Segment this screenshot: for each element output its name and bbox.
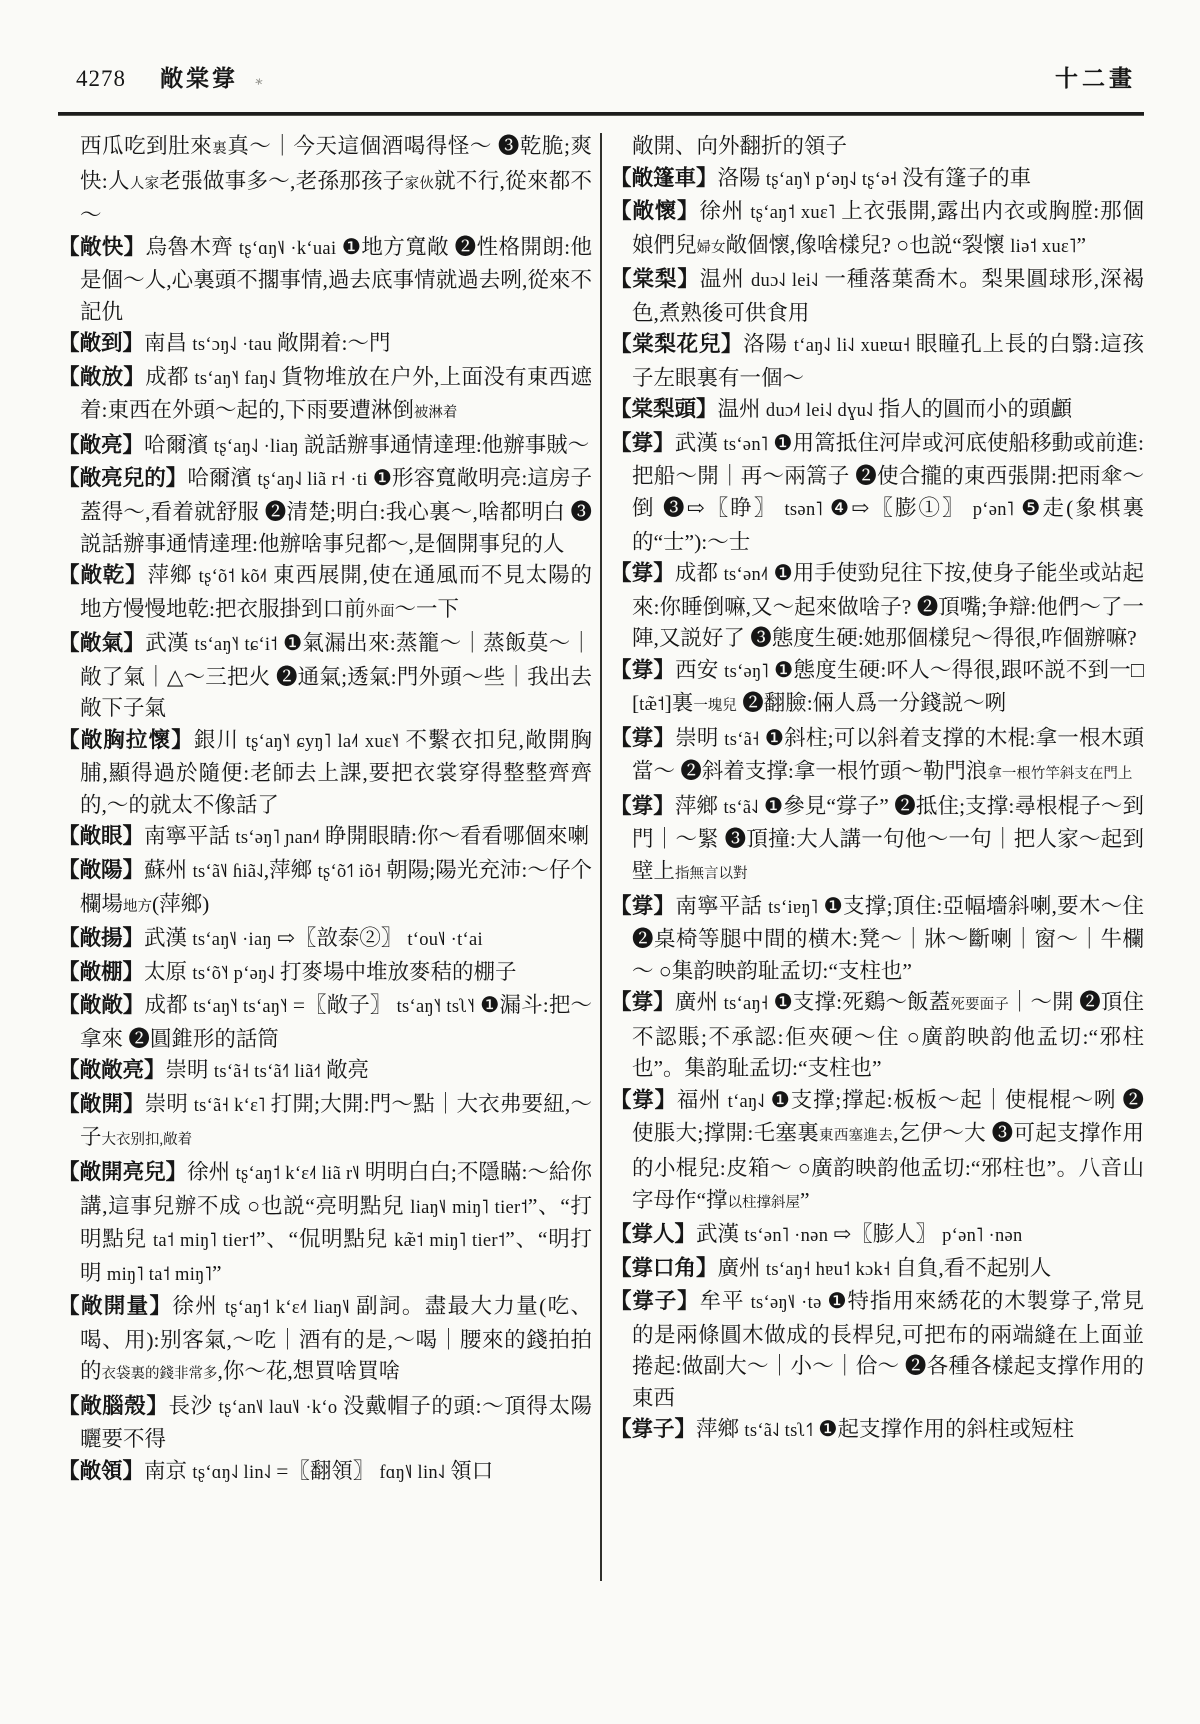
headword-range: 敞棠牚 — [160, 66, 238, 91]
column-divider — [600, 133, 602, 1581]
dictionary-entry — [58, 725, 592, 822]
header-rule — [58, 112, 1144, 116]
region-label: 成都 — [145, 364, 195, 389]
dictionary-entry — [610, 987, 1144, 1085]
entry-text: ⇨〖敨泰②〗 — [276, 926, 403, 951]
entry-text: ”、“明打明 — [80, 1227, 592, 1285]
dictionary-entry — [610, 1286, 1144, 1414]
dictionary-entry — [58, 560, 592, 628]
dictionary-entry — [58, 463, 592, 560]
entry-text: 没戴帽子的頭:～頂得太陽曬要不得 — [80, 1393, 592, 1452]
entry-text: , — [263, 858, 270, 883]
entry-text: ❶支撑;頂住:亞幅墻斜喇,要木～住 ❷桌椅等腿中間的横木:凳～｜牀～斷喇｜窗～｜牛欄～ ○集韵映韵耻孟切:“支柱也” — [632, 893, 1144, 983]
entry-headword: 【敞到】 — [58, 331, 145, 356]
dictionary-entry — [58, 1055, 592, 1089]
region-label: 銀川 — [193, 727, 246, 752]
entry-text: =〖翻領〗 — [276, 1458, 375, 1483]
entry-headword: 【牚】 — [610, 1087, 677, 1112]
entry-text: ,你～花,想買啥買啥 — [217, 1359, 401, 1384]
entry-text: ” — [800, 1187, 810, 1212]
region-label: 烏魯木齊 — [145, 234, 239, 259]
region-label: 武漢 — [696, 1222, 745, 1247]
entry-text: 眼瞳孔上長的白翳:這孩子左眼裏有一個～ — [632, 332, 1144, 390]
entry-text: ❶形容寬敞明亮:這房子蓋得～,看着就舒服 ❷清楚;明白:我心裏～,啥都明白 ❸説話辦事通情達理:他辦啥事兒都～,是個開事兒的人 — [80, 466, 592, 556]
region-label: 哈爾濱 — [187, 466, 258, 491]
pronunciation: tæ̃˦ — [639, 695, 665, 716]
entry-headword: 【敞懷】 — [610, 199, 700, 224]
entry-headword: 【敞敞亮】 — [58, 1058, 166, 1083]
dictionary-entry — [58, 957, 592, 991]
entry-text: ❶用篙抵住河岸或河底使船移動或前進:把船～開｜再～兩篙子 ❷使合攏的東西張開:把雨傘～倒 ❸⇨〖睁〗 — [632, 430, 1144, 521]
pronunciation: tsʻõ˥˧ pʻəŋ˨˩ — [192, 963, 280, 984]
region-label: 成都 — [144, 993, 194, 1018]
entry-text: 不繫衣扣兒,敞開胸脯,顯得過於隨便:老師去上課,要把衣裳穿得整整齊齊的,～的就太不像話了 — [80, 727, 592, 817]
pronunciation: tʂʻaŋ˨˩ liã r˧ ·ti — [257, 470, 373, 491]
pronunciation: tsʻəŋ˥ ɲan˨˦ — [235, 828, 325, 849]
region-label: 武漢 — [144, 926, 193, 951]
entry-headword: 【敞領】 — [58, 1458, 145, 1483]
small-gloss: 被淋着 — [413, 405, 458, 422]
dictionary-entry — [58, 430, 592, 464]
entry-text: 睁開眼睛:你～看看哪個來喇 — [325, 824, 589, 849]
entry-headword: 【敞開量】 — [58, 1294, 173, 1319]
entry-text: 貨物堆放在户外,上面没有東西遮着:東西在外頭～起的,下雨要遭淋倒 — [80, 364, 592, 423]
pronunciation: tsʻaŋ˥˩ ·iaŋ — [192, 930, 277, 951]
entry-text: ” — [1076, 232, 1087, 257]
dictionary-entry — [58, 328, 592, 362]
pronunciation: tsʻiɐŋ˥ — [768, 897, 824, 918]
entry-headword: 【敞放】 — [58, 364, 146, 389]
region-label: 成都 — [674, 561, 724, 586]
entry-headword: 【牚子】 — [610, 1417, 697, 1442]
continuation-paragraph — [610, 131, 1144, 163]
entry-headword: 【敞胸拉懷】 — [58, 727, 194, 752]
pronunciation: tsʻən˥ ·nən — [744, 1226, 834, 1247]
small-gloss: 東西塞進去 — [819, 1128, 894, 1145]
entry-headword: 【牚】 — [610, 990, 675, 1015]
entry-text: 西瓜吃到肚來 — [80, 134, 213, 158]
pronunciation: tsʻən˥ — [723, 434, 774, 455]
pronunciation: tʂʻɑŋ˨˩ lin˨˩ — [192, 1462, 277, 1483]
entry-text: ” — [212, 1260, 222, 1285]
continuation-paragraph — [58, 131, 592, 232]
entry-text: ❶支撑:死鷄～飯蓋 — [773, 990, 951, 1015]
entry-headword: 【敞亮兒的】 — [58, 466, 188, 491]
region-label: 萍鄉 — [696, 1417, 745, 1442]
entry-headword: 【牚子】 — [610, 1289, 700, 1314]
entry-text: 上衣張開,露出内衣或胸膛:那個娘們兒 — [632, 199, 1144, 257]
page-number: 4278 — [76, 66, 126, 91]
region-label: 徐州 — [187, 1159, 236, 1184]
dictionary-entry — [58, 362, 592, 430]
entry-headword: 【敞篷車】 — [610, 165, 718, 190]
region-label: 牟平 — [699, 1289, 751, 1314]
entry-headword: 【棠梨】 — [610, 267, 700, 292]
dictionary-entry — [58, 1391, 592, 1456]
entry-text: 敞開、向外翻折的領子 — [632, 134, 848, 158]
entry-text: 説話辦事通情達理:他辦事賊～ — [303, 432, 590, 457]
region-label: 西安 — [675, 657, 725, 682]
entry-headword: 【棠梨花兒】 — [610, 332, 744, 357]
pronunciation: tsʻaŋ˥˧ tsʻaŋ˥˧ — [193, 997, 293, 1018]
pronunciation: tʻaŋ˨˩ — [727, 1091, 771, 1112]
region-label: 南寧平話 — [675, 893, 769, 918]
entry-headword: 【敞腦殼】 — [58, 1393, 169, 1418]
entry-text: 領口 — [450, 1458, 494, 1483]
pronunciation: tʂʻɑŋ˥˩ ·kʻuai — [238, 238, 342, 259]
entry-text: ❺走(象棋裏的“士”):～士 — [632, 496, 1145, 554]
dictionary-entry — [610, 264, 1144, 329]
entry-text: (萍鄉) — [152, 891, 210, 916]
region-label: 崇明 — [144, 1091, 194, 1116]
pronunciation: tʂʻaŋ˥˧ pʻəŋ˨˩ tʂʻə˧ — [765, 169, 903, 190]
dictionary-entry — [610, 428, 1144, 558]
small-gloss: 以柱撑斜屋 — [727, 1194, 801, 1211]
entry-text: ⇨〖膨人〗 — [833, 1222, 938, 1247]
dictionary-entry — [610, 723, 1144, 791]
entry-text: 老張做事多～,老孫那孩子 — [159, 168, 405, 193]
entry-text: 一種落葉喬木。梨果圓球形,深褐色,煮熟後可供食用 — [632, 267, 1144, 325]
region-label: 太原 — [144, 959, 193, 984]
entry-headword: 【牚人】 — [610, 1222, 697, 1247]
entry-text: ❶參見“牚子” ❷抵住;支撑:尋根棍子～到門｜～緊 ❸頂撞:大人講一句他～一句｜把人家～起到壁上 — [632, 793, 1144, 884]
dictionary-entry — [610, 1085, 1144, 1219]
entry-text: ”、“侃明點兒 — [255, 1227, 395, 1252]
pronunciation: tʂʻan˥˩ lau˥˩ ·kʻo — [218, 1397, 343, 1418]
small-gloss: 家伙 — [404, 175, 435, 192]
region-label: 温州 — [699, 267, 751, 292]
text-columns — [58, 131, 1148, 1581]
entry-text: ❷翻臉:倆人爲一分錢説～咧 — [736, 691, 1007, 716]
entry-headword: 【敞快】 — [58, 234, 146, 259]
pronunciation: tʂʻõ˦ kõ˨˦ — [198, 567, 274, 588]
entry-headword: 【敞陽】 — [58, 858, 145, 883]
dictionary-entry — [58, 628, 592, 725]
region-label: 廣州 — [717, 1255, 766, 1280]
entry-text: 敞開着:～門 — [276, 331, 391, 356]
region-label: 南昌 — [144, 331, 193, 356]
dictionary-entry — [610, 1253, 1144, 1287]
small-gloss: 死要面子 — [950, 997, 1009, 1014]
region-label: 南京 — [144, 1458, 193, 1483]
entry-headword: 【敞棚】 — [58, 959, 145, 984]
entry-text: ❹⇨〖膨①〗 — [829, 496, 966, 521]
entry-text: 敞亮 — [326, 1058, 370, 1083]
dictionary-entry — [58, 855, 592, 923]
small-gloss: 衣袋裏的錢非常多 — [101, 1366, 218, 1383]
region-label: 廣州 — [674, 990, 724, 1015]
region-label: 徐州 — [172, 1294, 225, 1319]
entry-text: 打開;大開:門～點｜大衣弗要紐,～子 — [80, 1091, 592, 1150]
small-gloss: 大衣别扣,敞着 — [101, 1132, 193, 1149]
dictionary-entry — [58, 1456, 592, 1490]
pronunciation: tʻou˥˩ ·tʻai — [402, 930, 483, 951]
dictionary-entry — [610, 163, 1144, 197]
region-label: 長沙 — [168, 1393, 219, 1418]
pronunciation: tʂʻaŋ˦ kʻɛ˨˦ liaŋ˥˩ — [224, 1298, 357, 1319]
left-column — [58, 131, 592, 1489]
small-gloss: 外面 — [365, 603, 395, 620]
dictionary-entry — [58, 821, 592, 855]
region-label: 萍鄉 — [674, 793, 724, 818]
pronunciation: tʂʻaŋ˥˧ ɕyŋ˥ la˨˦ xuɛ˥˧ — [245, 731, 406, 752]
pronunciation: fɑŋ˥˩ lin˨˩ — [374, 1462, 451, 1483]
pronunciation: tʂʻaŋ˦ xuɛ˥ — [750, 203, 842, 224]
pronunciation: kæ̃˦ miŋ˥ tier˦ — [394, 1231, 506, 1252]
entry-headword: 【敞亮】 — [58, 432, 145, 457]
dictionary-entry — [58, 1089, 592, 1157]
small-gloss: 一塊兒 — [693, 698, 737, 715]
pronunciation: liə˦ xuɛ˥ — [1010, 236, 1077, 257]
entry-text: ❶地方寬敞 ❷性格開朗:他是個～人,心裏頭不擱事情,過去底事情就過去咧,從來不記仇 — [80, 234, 592, 324]
dictionary-entry — [610, 1414, 1144, 1448]
pronunciation: pʻən˥ — [965, 500, 1022, 521]
region-label: 徐州 — [699, 199, 751, 224]
dictionary-entry — [610, 196, 1144, 264]
region-label: 南寧平話 — [144, 824, 236, 849]
entry-text: 敞個懷,像啥樣兒? ○也説“裂懷 — [725, 232, 1011, 257]
entry-text: ❶態度生硬:吥人～得很,跟吥説不到一□[ — [632, 657, 1144, 716]
entry-headword: 【牚】 — [610, 725, 676, 750]
pronunciation: tsʻɔŋ˨˩ ·tau — [192, 335, 277, 356]
pronunciation: tʂʻõ˦˥ iõ˧ — [317, 862, 387, 883]
entry-headword: 【敞開】 — [58, 1091, 145, 1116]
entry-headword: 【牚】 — [610, 893, 676, 918]
entry-headword: 【牚】 — [610, 793, 675, 818]
dictionary-entry — [610, 791, 1144, 891]
region-label: 武漢 — [674, 430, 724, 455]
pronunciation: ta˦ miŋ˥ tier˦ — [152, 1231, 256, 1252]
entry-headword: 【敞乾】 — [58, 563, 148, 588]
entry-text: 就不行,從來都不～ — [80, 168, 592, 228]
pronunciation: tsʻã˧ tsʻã˧˥ liã˧˦ — [213, 1062, 327, 1083]
right-column — [610, 131, 1144, 1448]
pronunciation: tsʻaŋ˥˧ faŋ˨˩ — [194, 368, 282, 389]
dictionary-entry — [58, 990, 592, 1055]
pronunciation: tʂʻaŋ˦ kʻɛ˨˦ liã r˥˩ — [235, 1163, 365, 1184]
pronunciation: tsʻaŋ˥˧ tsʅ˥˧ — [391, 997, 481, 1018]
pronunciation: tsən˥ — [777, 500, 830, 521]
pronunciation: tsʻəŋ˥˩ ·tə — [750, 1293, 828, 1314]
pronunciation: duɔ˨˩ lei˨˩ — [750, 271, 825, 292]
region-label: 哈爾濱 — [144, 432, 214, 457]
small-gloss: 裏 — [212, 141, 228, 157]
entry-text: ❶氣漏出來:蒸籠～｜蒸飯莫～｜敞了氣｜△～三把火 ❷通氣;透氣:門外頭～些｜我出去敞下子氣 — [80, 631, 592, 721]
entry-headword: 【棠梨頭】 — [610, 397, 718, 422]
region-label: 洛陽 — [743, 332, 794, 357]
entry-text: ”、“打明點兒 — [80, 1193, 592, 1252]
dictionary-entry — [610, 1219, 1144, 1253]
pronunciation: pʻən˥ ·nən — [937, 1226, 1023, 1247]
pronunciation: tsʻən˨˦ — [723, 565, 774, 586]
entry-text: ,乞伊～大 ❸可起支撑作用的小棍兒:皮箱～ ○廣韵映韵他孟切:“邪柱也”。八音山字母作“撑 — [632, 1121, 1144, 1212]
entry-text: 真～｜今天這個酒喝得怪～ ❸乾脆;爽快:人 — [80, 134, 592, 193]
entry-headword: 【敞揚】 — [58, 926, 145, 951]
pronunciation: tsʻã˧ kʻɛ˥ — [193, 1095, 271, 1116]
pronunciation: tsʻã˧ — [724, 729, 765, 750]
entry-text: 副詞。盡最大力量(吃、喝、用):别客氣,～吃｜酒有的是,～喝｜腰來的錢拍拍的 — [80, 1294, 592, 1384]
region-label: 温州 — [717, 397, 766, 422]
dictionary-entry — [58, 232, 592, 329]
region-label: 福州 — [676, 1087, 728, 1112]
entry-text: 没有篷子的車 — [902, 165, 1032, 190]
entry-text: ❶特指用來綉花的木製牚子,常見的是兩條圓木做成的長桿兒,可把布的兩端縫在上面並捲起:做副大～｜小～｜佮～ ❷各種各樣起支撑作用的東西 — [632, 1289, 1144, 1410]
small-gloss: 指無言以對 — [675, 866, 748, 883]
region-label: 洛陽 — [717, 165, 766, 190]
small-gloss: 人家 — [129, 175, 160, 192]
page-header — [76, 60, 1136, 93]
pronunciation: tsʻã˨˩ tsʅ˦˥ — [744, 1421, 819, 1442]
entry-headword: 【牚口角】 — [610, 1255, 718, 1280]
entry-text: 朝陽;陽光充沛:～仔个欄場 — [80, 858, 592, 916]
entry-text: 自負,看不起别人 — [895, 1255, 1052, 1280]
entry-text: 東西展開,使在通風而不見太陽的地方慢慢地乾:把衣服掛到口前 — [80, 563, 592, 621]
dictionary-entry — [58, 1157, 592, 1291]
entry-headword: 【敞開亮兒】 — [58, 1159, 188, 1184]
pronunciation: tʂʻaŋ˨˩ ·liaŋ — [213, 436, 304, 457]
region-label: 崇明 — [165, 1058, 214, 1083]
entry-text: ❶支撑;撑起:板板～起｜使棍棍～咧 ❷使脹大;撑開:乇塞裏 — [632, 1087, 1144, 1146]
entry-text: ❶起支撑作用的斜柱或短柱 — [818, 1417, 1075, 1442]
dictionary-entry — [58, 1291, 592, 1391]
entry-text: =〖敞子〗 — [292, 993, 392, 1018]
region-label: 武漢 — [145, 631, 195, 656]
pronunciation: tsʻaŋ˧ — [723, 994, 774, 1015]
entry-headword: 【敞氣】 — [58, 631, 146, 656]
entry-text: 打麥場中堆放麥秸的棚子 — [279, 959, 517, 984]
entry-headword: 【牚】 — [610, 430, 675, 455]
small-gloss: 地方 — [123, 898, 153, 915]
pencil-mark: ∗ — [252, 74, 265, 91]
region-label: 萍鄉 — [269, 858, 318, 883]
region-label: 蘇州 — [144, 858, 193, 883]
small-gloss: 拿一根竹竿斜支在門上 — [987, 766, 1133, 783]
pronunciation: tsʻã˥˩ ɦiã˨˩ — [192, 862, 264, 883]
entry-headword: 【敞眼】 — [58, 824, 145, 849]
pronunciation: duɔ˨˦ lei˨˩ dɣu˨˩ — [765, 401, 879, 422]
entry-text: 指人的圓而小的頭顱 — [878, 397, 1072, 422]
entry-headword: 【牚】 — [610, 657, 676, 682]
pronunciation: miŋ˥ ta˦ miŋ˥ — [106, 1264, 212, 1285]
pronunciation: tsʻəŋ˥ — [724, 661, 775, 682]
dictionary-entry — [610, 891, 1144, 988]
entry-text: ❶用手使勁兒往下按,使身子能坐或站起來:你睡倒嘛,又～起來做啥子? ❷頂嘴;争辯:他們～了一陣,又説好了 ❸態度生硬:她那個樣兒～得很,咋個辦嘛? — [632, 561, 1144, 651]
entry-headword: 【牚】 — [610, 561, 675, 586]
small-gloss: 婦女 — [696, 239, 726, 256]
entry-text: 明明白白;不隱瞞:～給你講,這事兒辦不成 ○也説“亮明點兒 — [80, 1159, 593, 1218]
region-label: 萍鄉 — [147, 563, 199, 588]
dictionary-entry — [58, 923, 592, 957]
dictionary-entry — [610, 655, 1144, 723]
pronunciation: tsʻaŋ˧ hɐu˦ kɔk˧ — [765, 1259, 896, 1280]
entry-text: ❶漏斗:把～拿來 ❷圓錐形的話筒 — [80, 993, 592, 1051]
entry-text: ～一下 — [394, 596, 459, 621]
region-label: 崇明 — [675, 725, 725, 750]
pronunciation: tsʻã˨˩ — [723, 797, 764, 818]
stroke-section-label: 十二畫 — [1055, 66, 1136, 91]
dictionary-entry — [610, 329, 1144, 394]
entry-text: ｜～開 ❷頂住不認賬;不承認:佢夾硬～住 ○廣韵映韵他孟切:“邪柱也”。集韵耻孟切:“支柱也” — [632, 990, 1144, 1081]
pronunciation: tʻaŋ˨˩ li˨˩ xuɐɯ˧ — [793, 336, 916, 357]
entry-text: ]裏 — [664, 691, 694, 716]
dictionary-entry — [610, 558, 1144, 655]
pronunciation: tsʻaŋ˥˧ tɕʻi˦ — [194, 635, 283, 656]
dictionary-entry — [610, 394, 1144, 428]
entry-headword: 【敞敞】 — [58, 993, 145, 1018]
entry-text: ❶斜柱;可以斜着支撑的木棍:拿一根木頭當～ ❷斜着支撑:拿一根竹頭～勒門浪 — [632, 725, 1144, 784]
pronunciation: liaŋ˥˩ miŋ˥ tier˦ — [410, 1197, 528, 1218]
